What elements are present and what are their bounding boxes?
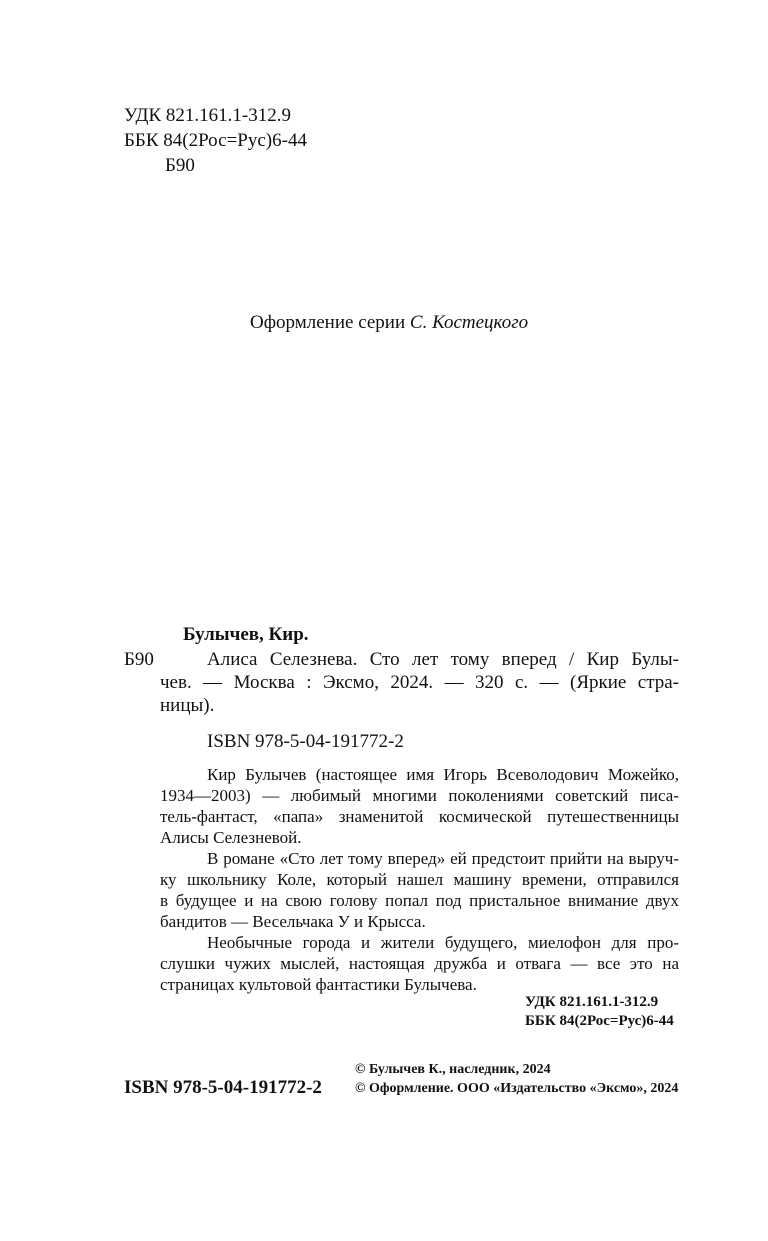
header-udk: УДК 821.161.1-312.9 (124, 105, 291, 126)
annotation-p2-line-4: бандитов — Весельчака У и Крысса. (160, 912, 426, 931)
card-isbn: ISBN 978-5-04-191772-2 (207, 731, 404, 752)
card-author: Булычев, Кир. (183, 624, 309, 645)
header-code: Б90 (165, 155, 195, 176)
copyright-author: © Булычев К., наследник, 2024 (355, 1062, 551, 1077)
card-title-line-2: чев. — Москва : Эксмо, 2024. — 320 с. — (Яркие стра- (160, 672, 679, 693)
design-credit (250, 312, 528, 334)
design-credit-prefix: Оформление серии (250, 312, 406, 333)
annotation-p1-line-3: тель-фантаст, «папа» знаменитой космической путешественницы (160, 807, 679, 826)
design-credit-name: С. Костецкого (409, 312, 529, 333)
annotation-p3-line-3: страницах культовой фантастики Булычева. (160, 975, 477, 994)
card-bbk: ББК 84(2Рос=Рус)6-44 (525, 1013, 674, 1029)
copyright-design: © Оформление. ООО «Издательство «Эксмо», 2024 (355, 1081, 679, 1096)
footer-isbn: ISBN 978-5-04-191772-2 (124, 1077, 322, 1098)
card-code: Б90 (124, 649, 154, 670)
card-title-line-3: ницы). (160, 695, 215, 716)
annotation-p3-line-2: слушки чужих мыслей, настоящая дружба и отвага — все это на (160, 954, 679, 973)
annotation-p1-line-4: Алисы Селезневой. (160, 828, 302, 847)
annotation-p3-line-1: Необычные города и жители будущего, миелофон для про- (207, 933, 679, 952)
header-bbk: ББК 84(2Рос=Рус)6-44 (124, 130, 307, 151)
card-title-line-1: Алиса Селезнева. Сто лет тому вперед / Кир Булы- (207, 649, 679, 670)
annotation-p2-line-2: ку школьнику Коле, который нашел машину времени, отправился (160, 870, 679, 889)
annotation-p2-line-3: в будущее и на свою голову попал под пристальное внимание двух (160, 891, 679, 910)
card-udk: УДК 821.161.1-312.9 (525, 994, 659, 1010)
annotation-p1-line-2: 1934—2003) — любимый многими поколениями советский писа- (160, 786, 679, 805)
annotation-p1-line-1: Кир Булычев (настоящее имя Игорь Всеволодович Можейко, (207, 765, 679, 784)
annotation-p2-line-1: В романе «Сто лет тому вперед» ей предстоит прийти на выруч- (207, 849, 679, 868)
